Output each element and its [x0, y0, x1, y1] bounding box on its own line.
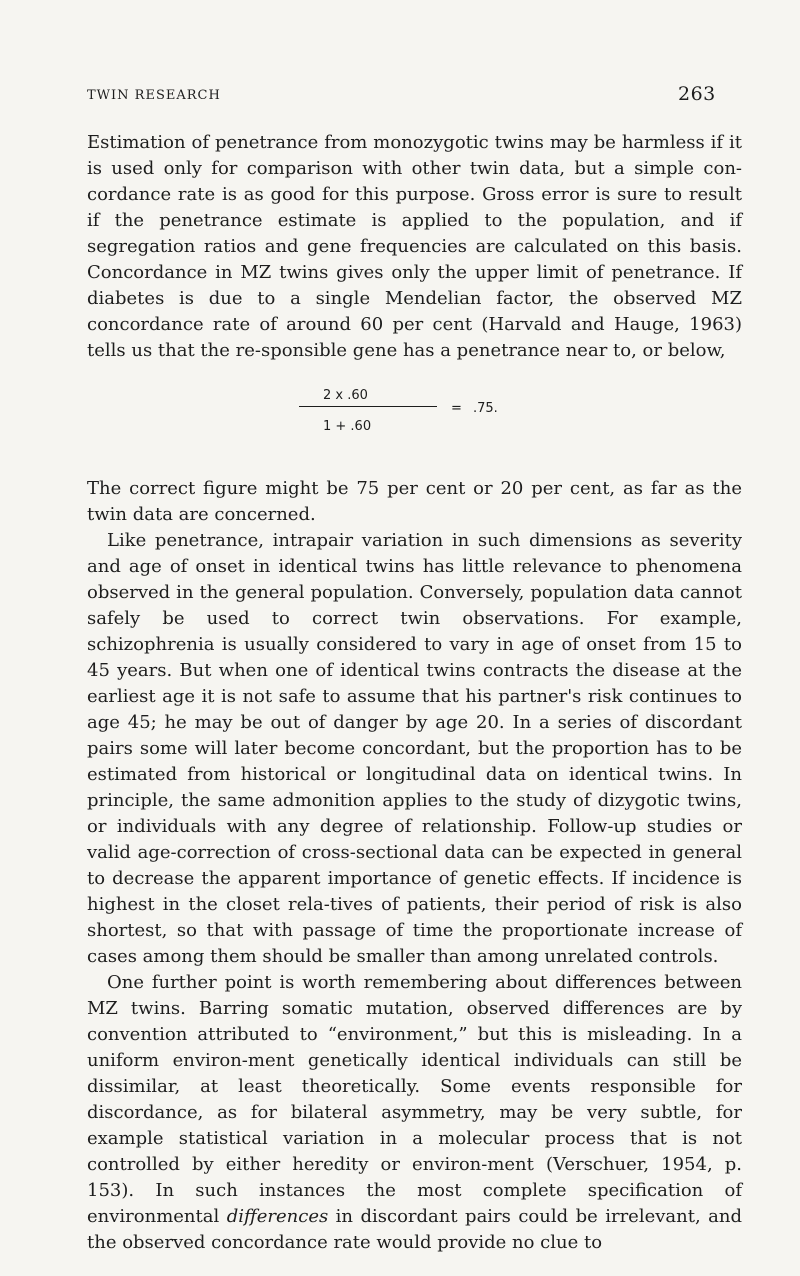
paragraph-text-part: One further point is worth remembering about differences between MZ twins. Barring somatic mutation, observed differences are by convention attributed to “environment,” but this is misleading. In a uniform environ-ment genetically identical individuals can still be dissimilar, at least theoretically. Some events responsible for discordance, as for bilateral asymmetry, may be very subtle, for example statistical variation in a molecular process that is not controlled by either heredity or environ-ment (Verschuer, 1954, p. 153). In such instances the most complete specification of environmental [87, 972, 742, 1227]
formula-denominator: 1 + .60 [323, 419, 372, 434]
paragraph-correct-figure: The correct figure might be 75 per cent or 20 per cent, as far as the twin data are concerned. [87, 478, 742, 525]
body-text [87, 130, 742, 1256]
formula-numerator: 2 x .60 [323, 388, 368, 403]
formula-result: .75. [473, 401, 498, 416]
penetrance-formula [87, 378, 742, 464]
emphasized-word: differences [226, 1206, 329, 1227]
paragraph-intrapair-variation: Like penetrance, intrapair variation in such dimensions as severity and age of onset in identical twins has little relevance to phenomena observed in the general population. Conversely, population data cannot safely be used to correct twin observations. For example, schizophrenia is usually considered to vary in age of onset from 15 to 45 years. But when one of identical twins contracts the disease at the earliest age it is not safe to assume that his partner's risk continues to age 45; he may be out of danger by age 20. In a series of discordant pairs some will later become concordant, but the proportion has to be estimated from historical or longitudinal data on identical twins. In principle, the same admonition applies to the study of dizygotic twins, or individuals with any degree of relationship. Follow-up studies or valid age-correction of cross-sectional data can be expected in general to decrease the apparent importance of genetic effects. If incidence is highest in the closet rela-tives of patients, their period of risk is also shortest, so that with passage of time the proportionate increase of cases among them should be smaller than among unrelated controls. [87, 530, 742, 967]
paragraph-penetrance: Estimation of penetrance from monozygotic twins may be harmless if it is used only for comparison with other twin data, but a simple con-cordance rate is as good for this purpose. Gross error is sure to result if the penetrance estimate is applied to the population, and if segregation ratios and gene frequencies are calculated on this basis. Concordance in MZ twins gives only the upper limit of penetrance. If diabetes is due to a single Mendelian factor, the observed MZ concordance rate of around 60 per cent (Harvald and Hauge, 1963) tells us that the re-sponsible gene has a penetrance near to, or below, [87, 132, 742, 361]
page-number: 263 [678, 83, 716, 105]
fraction-bar [299, 406, 437, 407]
paragraph-text-part: in discordant pairs could be irrelevant, and the observed concordance rate would provide no clue to [87, 1206, 742, 1253]
running-head: TWIN RESEARCH [87, 88, 221, 103]
paragraph-mz-differences [87, 970, 742, 1256]
formula-equals: = [451, 401, 462, 416]
